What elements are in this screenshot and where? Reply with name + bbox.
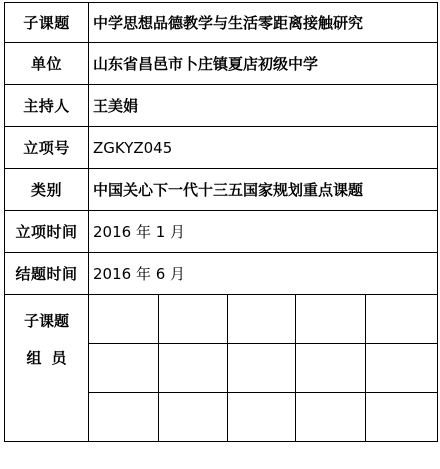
member-cell: [159, 393, 228, 442]
label-members-line1: 子课题: [23, 312, 69, 330]
value-approval-date: 2016 年 1 月: [89, 211, 438, 253]
value-completion-date: 2016 年 6 月: [89, 253, 438, 295]
member-cell: [89, 393, 159, 442]
member-cell: [228, 393, 296, 442]
label-completion-date: 结题时间: [5, 253, 89, 295]
value-unit: 山东省昌邑市卜庄镇夏店初级中学: [89, 43, 438, 85]
member-cell: [159, 344, 228, 393]
label-project-number: 立项号: [5, 127, 89, 169]
row-unit: [5, 43, 438, 85]
label-members: [5, 295, 89, 442]
member-cell: [366, 393, 438, 442]
value-host: 王美娟: [89, 85, 438, 127]
member-cell: [296, 393, 366, 442]
value-subtopic: 中学思想品德教学与生活零距离接触研究: [89, 3, 438, 43]
member-cell: [89, 295, 159, 344]
label-approval-date: 立项时间: [5, 211, 89, 253]
value-category: 中国关心下一代十三五国家规划重点课题: [89, 169, 438, 211]
label-unit: 单位: [5, 43, 89, 85]
label-host: 主持人: [5, 85, 89, 127]
member-cell: [366, 344, 438, 393]
member-cell: [296, 295, 366, 344]
row-project-number: [5, 127, 438, 169]
label-category: 类别: [5, 169, 89, 211]
row-subtopic: [5, 3, 438, 43]
member-cell: [366, 295, 438, 344]
row-host: [5, 85, 438, 127]
member-cell: [228, 295, 296, 344]
member-cell: [228, 344, 296, 393]
row-members-1: [5, 295, 438, 344]
member-cell: [296, 344, 366, 393]
label-members-line2: 组员: [26, 349, 77, 367]
row-category: [5, 169, 438, 211]
row-approval-date: [5, 211, 438, 253]
member-cell: [159, 295, 228, 344]
row-completion-date: [5, 253, 438, 295]
project-info-table: [4, 2, 438, 442]
value-project-number: ZGKYZ045: [89, 127, 438, 169]
member-cell: [89, 344, 159, 393]
label-subtopic: 子课题: [5, 3, 89, 43]
